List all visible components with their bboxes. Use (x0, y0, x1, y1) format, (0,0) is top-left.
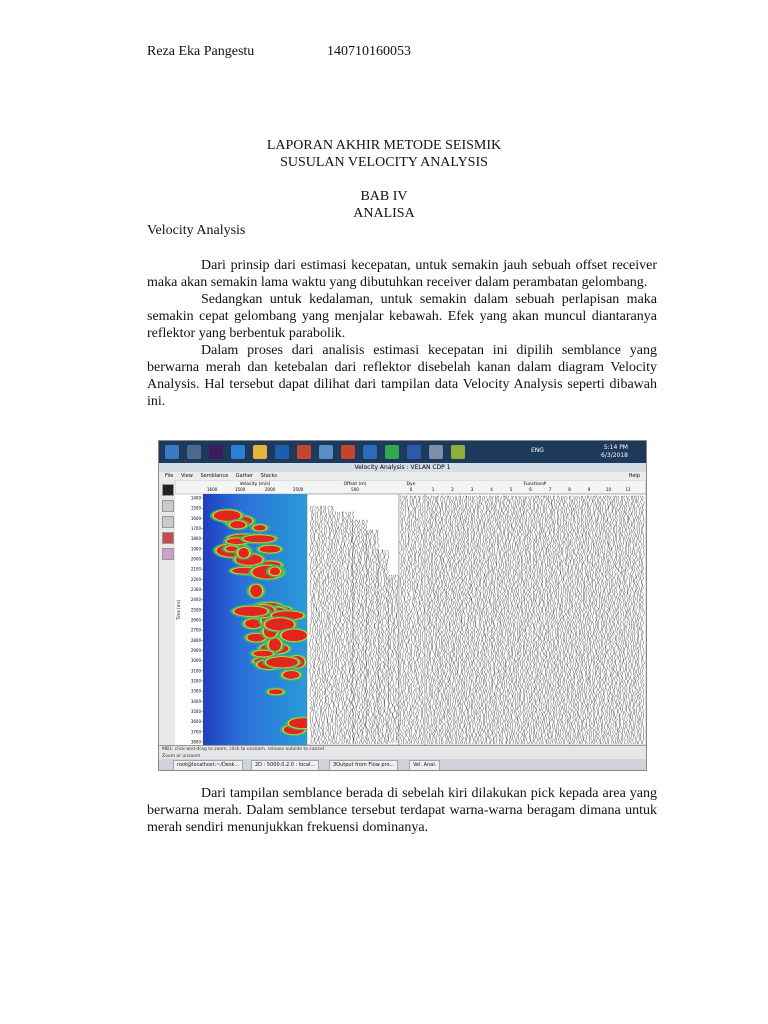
tool-column (159, 480, 176, 745)
chapter-number: BAB IV (360, 189, 408, 204)
time-tick-label: 3800 (190, 739, 201, 745)
word-icon[interactable] (407, 445, 421, 459)
velocity-tick: 2000 (265, 487, 276, 492)
dyn-tick: 0 (409, 487, 413, 492)
semblance-peak-red (234, 607, 267, 616)
function-tick-label: 4 (490, 487, 493, 492)
function-tick-label: 10 (605, 487, 612, 492)
author-name: Reza Eka Pangestu (147, 44, 255, 59)
windows-taskbar (159, 441, 646, 463)
semblance-peak-red (238, 548, 249, 558)
semblance-peak-red (230, 521, 246, 528)
time-tick-label: 2800 (190, 637, 201, 643)
semblance-peak-red (260, 546, 281, 553)
time-tick-label: 1800 (190, 536, 201, 542)
after-effects-icon[interactable] (209, 445, 223, 459)
time-tick-label: 1900 (190, 546, 201, 552)
paragraph-2: Sedangkan untuk kedalaman, untuk semakin dalam sebuah perlapisan maka semakin cepat gelombang yang menjalar kebawah. Efek yang akan muncul diantaranya reflektor yang berbentuk parabolik. (147, 292, 657, 341)
app-menubar (159, 472, 646, 480)
paragraph-1: Dari prinsip dari estimasi kecepatan, untuk semakin jauh sebuah offset receiver maka akan semakin lama waktu yang dibutuhkan receiver dalam perambatan gelombang. (147, 258, 657, 290)
function-tick-label: 9 (587, 487, 591, 492)
chrome-icon[interactable] (297, 445, 311, 459)
status-bar (159, 745, 646, 760)
linux-taskbar (159, 759, 646, 770)
zoom-tool-icon[interactable] (162, 548, 174, 560)
time-tick-label: 3500 (190, 709, 201, 714)
offset-tick: 500 (351, 487, 359, 492)
app-icon[interactable] (319, 445, 333, 459)
function-tick-label: 11 (625, 487, 631, 492)
time-tick-label: 2600 (190, 617, 201, 623)
paragraph-3: Dalam proses dari analisis estimasi kecepatan ini dipilih semblance yang berwarna merah dan ketebalan dari reflektor disebelah kanan dalam diagram Velocity Analysis. Hal tersebut dapat dilihat dari tampilan data Velocity Analysis seperti dibawah ini. (147, 343, 657, 409)
virtualbox-icon[interactable] (363, 445, 377, 459)
clock-time: 5:14 PM (603, 444, 628, 451)
menu-file[interactable]: File (165, 473, 174, 479)
function-tick-label: 5 (509, 487, 513, 492)
semblance-peak-red (269, 689, 283, 694)
time-tick-label: 2300 (190, 587, 201, 592)
task-view-icon[interactable] (187, 445, 201, 459)
closing-paragraph (147, 785, 657, 836)
semblance-peak-red (283, 671, 299, 679)
function-tick-label: 3 (470, 487, 474, 492)
time-tick-label: 2700 (190, 627, 201, 633)
function-tick-label: 7 (548, 487, 552, 492)
offset-axis-title: Offset (m) (343, 482, 367, 487)
time-tick-label: 2200 (190, 576, 201, 582)
velocity-tick: 1500 (235, 487, 246, 492)
time-tick-label: 3100 (190, 668, 201, 674)
velocity-tick: 2500 (293, 487, 304, 492)
body-text (147, 257, 657, 410)
semblance-peak-red (270, 567, 280, 575)
store-icon[interactable] (275, 445, 289, 459)
time-tick-label: 2900 (190, 648, 201, 653)
function-tick-label: 2 (451, 487, 454, 492)
time-tick-label: 1600 (190, 515, 201, 521)
app-icon-2[interactable] (451, 445, 465, 459)
menu-view[interactable]: View (180, 473, 193, 479)
play-arrow-icon[interactable] (162, 484, 174, 496)
menu-gather[interactable]: Gather (235, 473, 253, 479)
edge-browser-icon[interactable] (231, 445, 245, 459)
time-ticks (191, 496, 203, 745)
semblance-peak-red (244, 535, 276, 542)
time-tick-label: 1500 (190, 505, 201, 511)
semblance-peak-red (282, 630, 307, 642)
velocity-analysis-display[interactable] (175, 480, 646, 745)
clock-date: 6/3/2018 (601, 452, 628, 459)
function-tick-label: 6 (529, 487, 532, 492)
velocity-analysis-screenshot (158, 440, 647, 771)
status-hint: MB1: click-and-drag to zoom, click to unzoom, release outside to cancel (162, 747, 324, 752)
line-app-icon[interactable] (385, 445, 399, 459)
tray-language[interactable]: ENG (531, 447, 544, 454)
student-id: 140710160053 (327, 44, 411, 59)
velocity-tick: 1600 (207, 487, 218, 492)
time-axis-label: Time (ms) (176, 599, 181, 620)
time-tick-label: 2000 (190, 556, 201, 562)
velocity-plot-svg (175, 480, 646, 745)
windows-start-icon[interactable] (165, 445, 179, 459)
semblance-axis-title: Velocity (m/s) (239, 482, 271, 487)
report-title-line2: SUSULAN VELOCITY ANALYSIS (280, 155, 488, 170)
report-title-line1: LAPORAN AKHIR METODE SEISMIK (266, 138, 502, 153)
function-stacks-panel[interactable] (425, 494, 646, 745)
pick-tool-icon[interactable] (162, 532, 174, 544)
semblance-peak-red (250, 585, 262, 597)
semblance-peak-red (253, 651, 273, 657)
chapter-name: ANALISA (353, 206, 415, 221)
time-tick-label: 3700 (190, 729, 201, 735)
prev-arrow-icon[interactable] (162, 500, 174, 512)
task-promax[interactable]: 2D : 5000.0.2.0 : local... (251, 760, 319, 771)
powerpoint-icon[interactable] (341, 445, 355, 459)
file-explorer-icon[interactable] (253, 445, 267, 459)
paragraph-4: Dari tampilan semblance berada di sebelah kiri dilakukan pick kepada area yang berwarna merah. Dalam semblance tersebut terdapat warna-warna beragam dimana untuk merah sendiri menunjukkan frekuensi dominanya. (147, 786, 657, 835)
time-tick-label: 3000 (190, 658, 201, 664)
time-tick-label: 1700 (190, 526, 201, 531)
system-clock[interactable] (601, 444, 628, 460)
task-vel-anal[interactable]: Vel. Anal. (409, 760, 440, 771)
time-tick-label: 3300 (190, 688, 201, 694)
semblance-peak-red (254, 525, 266, 531)
semblance-peak-red (269, 638, 281, 651)
status-mode: Zoom or unzoom (162, 754, 201, 759)
function-axis-title: Function# (523, 482, 547, 487)
time-tick-label: 3200 (190, 678, 201, 684)
menu-stacks[interactable]: Stacks (260, 473, 278, 479)
semblance-peak-red (266, 657, 298, 667)
menu-semblance[interactable]: Semblance (200, 473, 229, 479)
app-window-title: Velocity Analysis : VELAN CDP 1 (159, 463, 646, 472)
dyn-axis-title: Dyn (406, 482, 416, 487)
time-tick-label: 1400 (190, 495, 201, 501)
settings-gear-icon[interactable] (429, 445, 443, 459)
task-flow-output[interactable]: 3Output from Flow pro... (329, 760, 398, 771)
time-tick-label: 3600 (190, 719, 201, 725)
section-heading: Velocity Analysis (147, 223, 246, 238)
time-tick-label: 2400 (190, 597, 201, 603)
back-arrow-icon[interactable] (162, 516, 174, 528)
time-tick-label: 2500 (190, 607, 201, 613)
task-terminal[interactable]: root@localhost:~/Desk... (173, 760, 243, 771)
time-tick-label: 3400 (190, 698, 201, 704)
menu-help[interactable]: Help (628, 473, 640, 479)
function-tick-label: 1 (431, 487, 435, 492)
time-tick-label: 2100 (190, 566, 201, 572)
function-tick-label: 8 (568, 487, 571, 492)
